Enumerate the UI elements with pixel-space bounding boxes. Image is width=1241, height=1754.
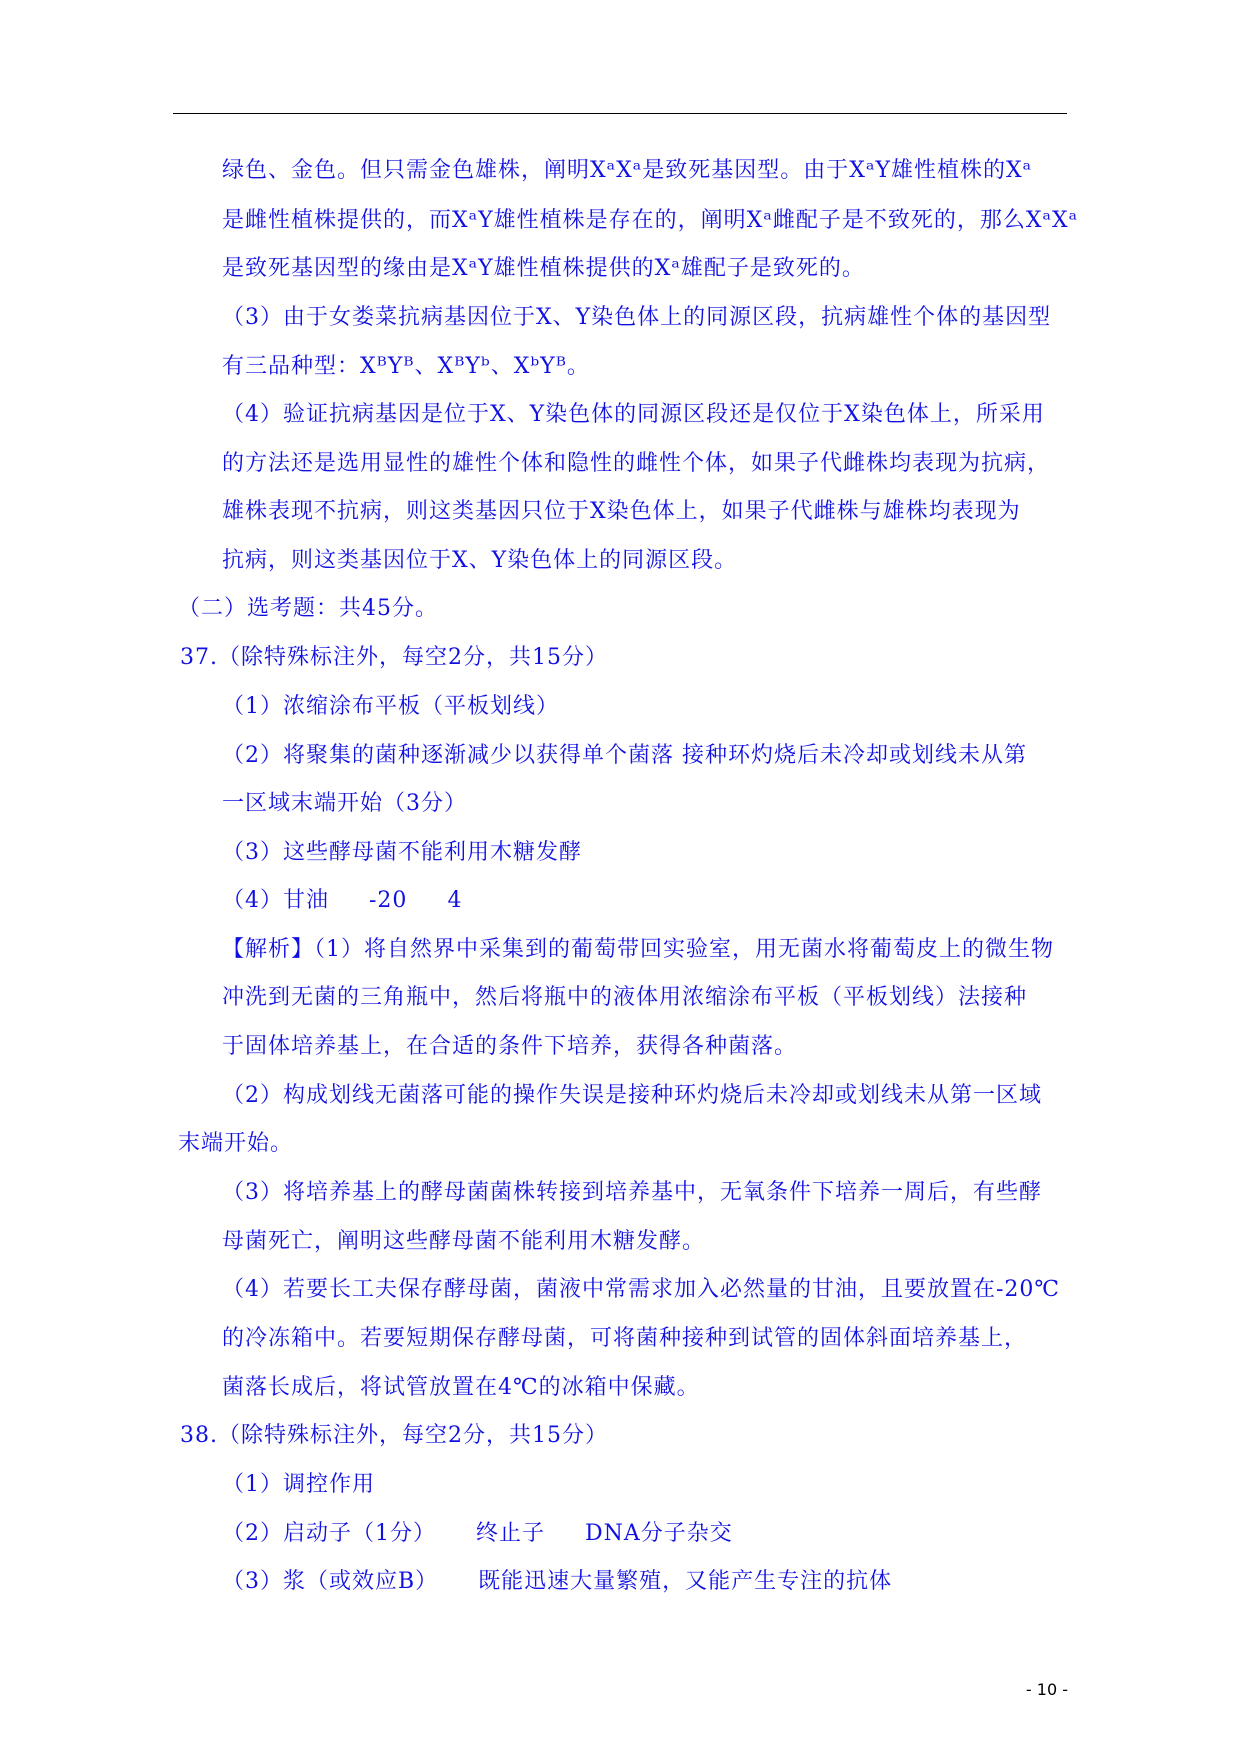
answer-value: 终止子 xyxy=(476,1521,546,1546)
answer-38-2 xyxy=(222,1519,733,1549)
answer-38-3 xyxy=(222,1567,892,1597)
text-line: （2）构成划线无菌落可能的操作失误是接种环灼烧后未冷却或划线未从第一区域 xyxy=(222,1083,1042,1108)
answer-37-2: （2）将聚集的菌种逐渐减少以获得单个菌落 接种环灼烧后未冷却或划线未从第 xyxy=(222,743,1027,768)
question-heading-37: 37.（除特殊标注外，每空2分，共15分） xyxy=(180,645,608,670)
text-line: （3）将培养基上的酵母菌菌株转接到培养基中，无氧条件下培养一周后，有些酵 xyxy=(222,1180,1042,1205)
text-line: 的方法还是选用显性的雄性个体和隐性的雌性个体，如果子代雌株均表现为抗病， xyxy=(222,451,1051,476)
text-line: 冲洗到无菌的三角瓶中，然后将瓶中的液体用浓缩涂布平板（平板划线）法接种 xyxy=(222,985,1028,1010)
answer-label: （4）甘油 xyxy=(222,888,329,913)
text-line: 菌落长成后，将试管放置在4℃的冰箱中保藏。 xyxy=(222,1375,700,1400)
text-line: 母菌死亡，阐明这些酵母菌不能利用木糖发酵。 xyxy=(222,1229,706,1254)
text-line: 有三品种型：XᴮYᴮ、XᴮYᵇ、XᵇYᴮ。 xyxy=(222,354,590,379)
answer-value: 4 xyxy=(447,888,463,913)
answer-label: （3）浆（或效应B） xyxy=(222,1569,439,1594)
question-heading-38: 38.（除特殊标注外，每空2分，共15分） xyxy=(180,1423,608,1448)
text-line: 绿色、金色。但只需金色雄株，阐明XᵃXᵃ是致死基因型。由于XᵃY雄性植株的Xᵃ xyxy=(222,158,1033,183)
analysis-line: 【解析】（1）将自然界中采集到的葡萄带回实验室，用无菌水将葡萄皮上的微生物 xyxy=(222,937,1054,962)
answer-value: -20 xyxy=(369,888,408,913)
text-line: 的冷冻箱中。若要短期保存酵母菌，可将菌种接种到试管的固体斜面培养基上， xyxy=(222,1326,1028,1351)
text-line: 一区域末端开始（3分） xyxy=(222,791,467,816)
text-line: 是致死基因型的缘由是XᵃY雄性植株提供的Xᵃ雄配子是致死的。 xyxy=(222,256,865,281)
answer-37-3: （3）这些酵母菌不能利用木糖发酵 xyxy=(222,840,582,865)
answer-37-1: （1）浓缩涂布平板（平板划线） xyxy=(222,694,559,719)
page-number: - 10 - xyxy=(1025,1680,1068,1699)
text-line: （3）由于女娄菜抗病基因位于X、Y染色体上的同源区段，抗病雄性个体的基因型 xyxy=(222,305,1052,330)
text-line: 于固体培养基上，在合适的条件下培养，获得各种菌落。 xyxy=(222,1034,798,1059)
answer-value: 既能迅速大量繁殖，又能产生专注的抗体 xyxy=(478,1569,893,1594)
answer-37-4 xyxy=(222,886,462,916)
text-line: （4）验证抗病基因是位于X、Y染色体的同源区段还是仅位于X染色体上，所采用 xyxy=(222,402,1045,427)
text-line: 末端开始。 xyxy=(178,1131,294,1156)
answer-38-1: （1）调控作用 xyxy=(222,1472,375,1497)
answer-label: （2）启动子（1分） xyxy=(222,1521,436,1546)
text-line: 雄株表现不抗病，则这类基因只位于X染色体上，如果子代雌株与雄株均表现为 xyxy=(222,499,1021,524)
text-line: 抗病，则这类基因位于X、Y染色体上的同源区段。 xyxy=(222,548,738,573)
section-heading: （二）选考题：共45分。 xyxy=(178,596,438,621)
text-line: （4）若要长工夫保存酵母菌，菌液中常需求加入必然量的甘油，且要放置在-20℃ xyxy=(222,1277,1061,1302)
header-rule xyxy=(173,113,1067,114)
text-line: 是雌性植株提供的，而XᵃY雄性植株是存在的，阐明Xᵃ雌配子是不致死的，那么XᵃXᵃ xyxy=(222,208,1079,233)
answer-value: DNA分子杂交 xyxy=(585,1521,733,1546)
